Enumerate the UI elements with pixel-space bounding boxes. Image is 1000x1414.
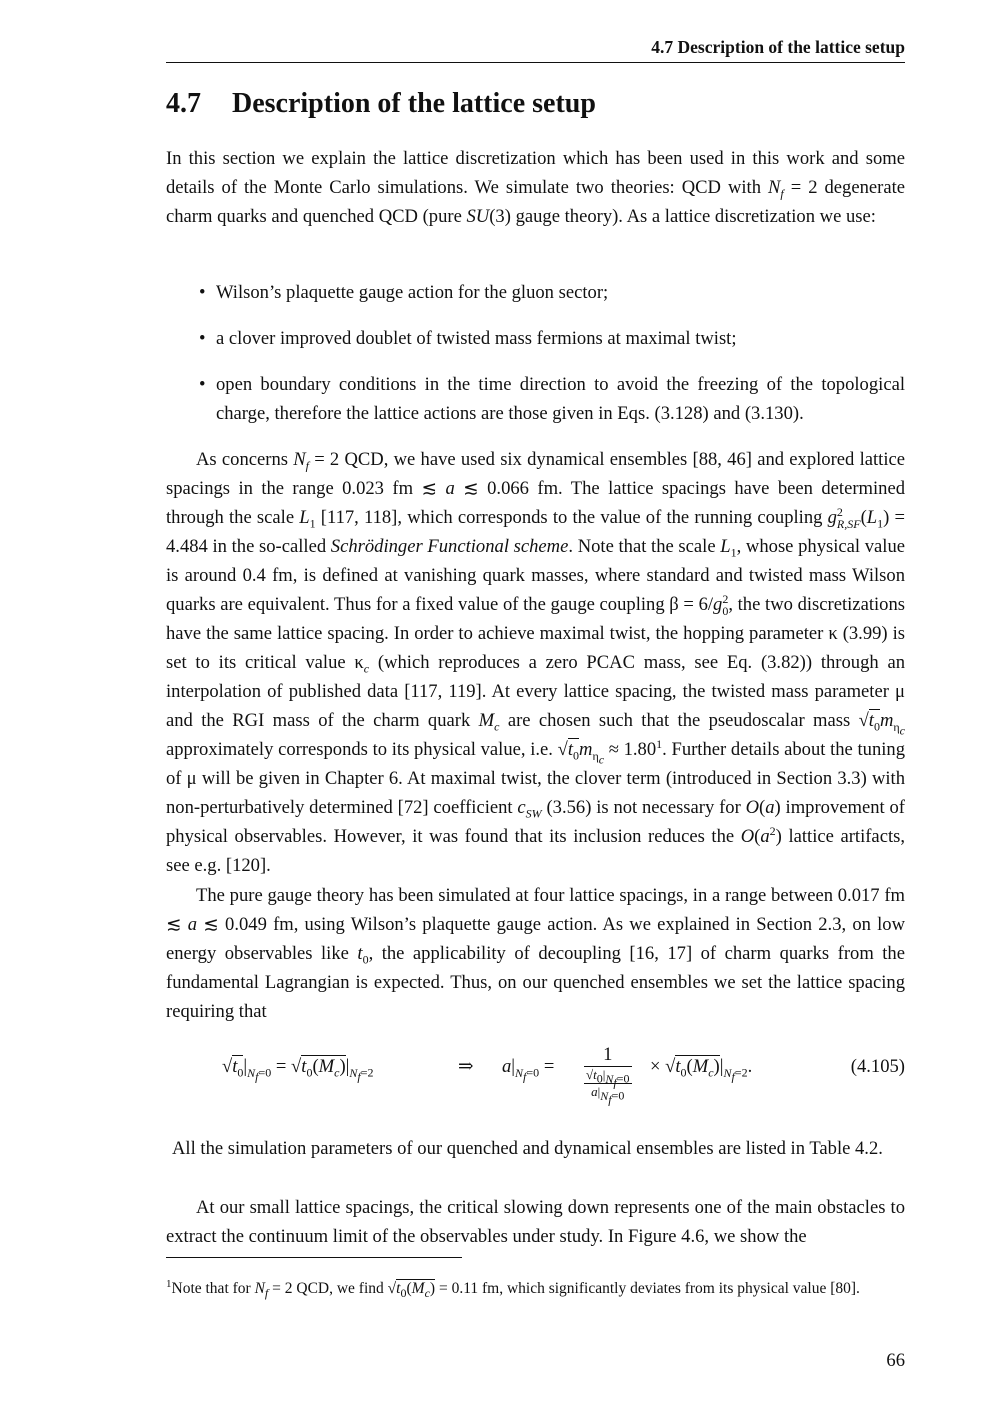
list-item: • Wilson’s plaquette gauge action for the gluon sector; <box>166 278 905 307</box>
running-header: 4.7 Description of the lattice setup <box>166 37 905 63</box>
footnote-divider <box>166 1257 462 1258</box>
list-item: • a clover improved doublet of twisted mass fermions at maximal twist; <box>166 324 905 353</box>
table-reference-paragraph: All the simulation parameters of our quenched and dynamical ensembles are listed in Table 4.2. <box>172 1138 883 1159</box>
intro-paragraph: In this section we explain the lattice discretization which has been used in this work and some details of the Monte Carlo simulations. We simulate two theories: QCD with $N_f = 2$ degenerate charm quarks and quenched QCD (pure SU(3) gauge theory). As a lattice discretization we use: <box>166 148 905 227</box>
implies-symbol: ⇒ <box>458 1056 474 1077</box>
section-number: 4.7 <box>166 88 201 119</box>
discretization-list <box>166 278 905 428</box>
slowing-down-paragraph: At our small lattice spacings, the critical slowing down represents one of the main obstacles to extract the continuum limit of the observables under study. In Figure 4.6, we show the <box>166 1197 905 1247</box>
section-title-text: Description of the lattice setup <box>232 88 596 119</box>
page-number: 66 <box>886 1350 905 1371</box>
footnote: $^1$Note that for $N_f = 2$ QCD, we find $√t_0(M_c) = 0.11$ fm, which significantly deviates from its physical value [80]. <box>166 1277 860 1300</box>
dynamical-ensembles-paragraph: As concerns $N_f = 2$ QCD, we have used six dynamical ensembles [88, 46] and explored lattice spacings in the range 0.023 fm ≲ a ≲ 0.066 fm. The lattice spacings have been determined through the scale $L_1$ [117, 118], which corresponds to the value of the running coupling $g^2_{R,SF}(L_1) = 4.484$ in the so-called Schrödinger Functional scheme. Note that the scale $L_1$, whose physical value is around 0.4 fm, is defined at vanishing quark masses, where standard and twisted mass Wilson quarks are equivalent. Thus for a fixed value of the gauge coupling $\beta = 6/g^2_0$, the two discretizations have the same lattice spacing. In order to achieve maximal twist, the hopping parameter κ (3.99) is set to its critical value $\kappa_c$ (which reproduces a zero PCAC mass, see Eq. (3.82)) through an interpolation of published data [117, 119]. At every lattice spacing, the twisted mass parameter μ and the RGI mass of the charm quark $M_c$ are chosen such that the pseudoscalar mass $√t_0m_{\eta_c}$ approximately corresponds to its physical value, i.e. $√t_0m_{\eta_c} \approx 1.80^1$. Further details about the tuning of μ will be given in Chapter 6. At maximal twist, the clover term (introduced in Section 3.3) with non-perturbatively determined [72] coefficient $c_{SW}$ (3.56) is not necessary for O(a) improvement of physical observables. However, it was found that its inclusion reduces the $O(a^2)$ lattice artifacts, see e.g. [120]. <box>166 449 906 876</box>
fraction: 1 $√t_0|_{N_f=0}$ $a|_{N_f=0}$ <box>586 1044 630 1106</box>
list-item: • open boundary conditions in the time direction to avoid the freezing of the topological charge, therefore the lattice actions are those given in Eqs. (3.128) and (3.130). <box>166 370 905 428</box>
section-title <box>166 88 596 120</box>
equation-number: (4.105) <box>850 1056 905 1077</box>
quenched-paragraph: The pure gauge theory has been simulated at four lattice spacings, in a range between 0.017 fm ≲ a ≲ 0.049 fm, using Wilson’s plaquette gauge action. As we explained in Section 2.3, on low energy observables like $t_0$, the applicability of decoupling [16, 17] of charm quarks from the fundamental Lagrangian is expected. Thus, on our quenched ensembles we set the lattice spacing requiring that <box>166 885 906 1022</box>
equation-4-105: $√t_0|_{N_f=0} = √t_0(M_c)|_{N_f=2}$ ⇒ $a|_{N_f=0}$ = 1 $√t_0|_{N_f=0}$ $a|_{N_f=0}$ × $√t_0(M_c)|_{N_f=2}$. (4.105) <box>222 1044 905 1106</box>
